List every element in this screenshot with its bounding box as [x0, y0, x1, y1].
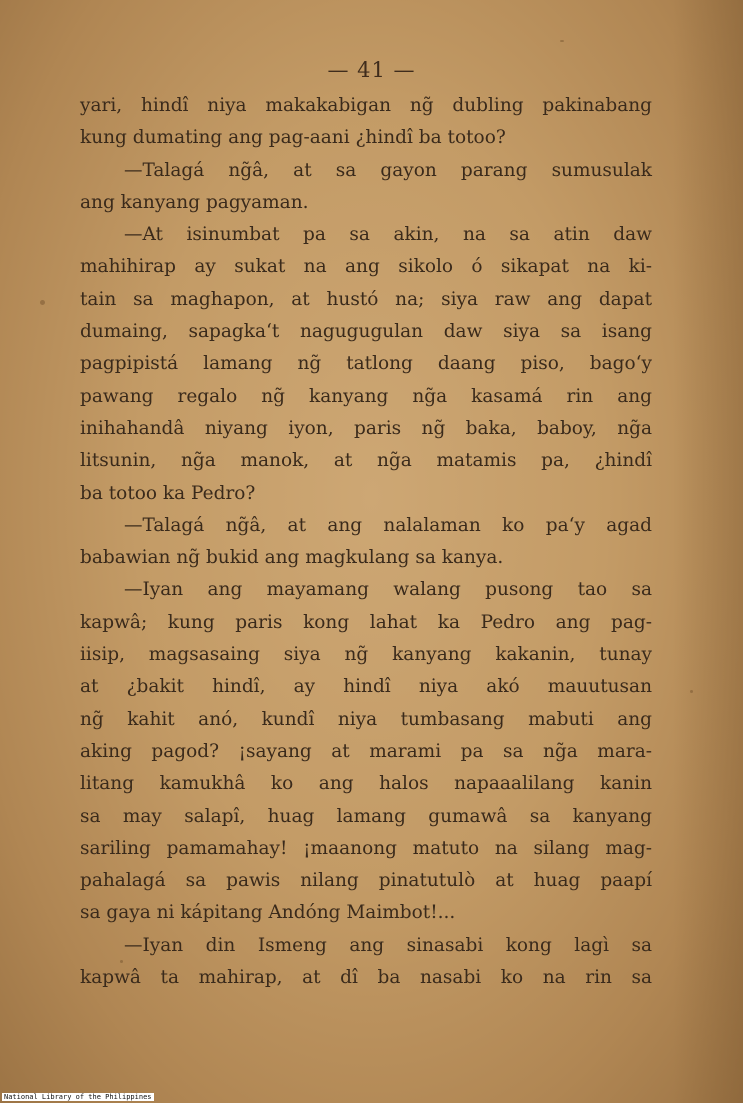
page-number: — 41 —: [327, 58, 416, 82]
text-line: kung dumating ang pag-aani ¿hindî ba totoo?: [80, 127, 506, 149]
text-line: ng̃ kahit anó, kundî niya tumbasang mabuti ang: [80, 708, 652, 730]
text-line: dumaing, sapagka‘t nagugugulan daw siya sa isang: [80, 321, 652, 343]
text-line: sariling pamamahay! ¡maanong matuto na silang mag-: [80, 837, 652, 859]
text-line: —Talagá ng̃â, at ang nalalaman ko pa‘y agad: [124, 514, 652, 536]
text-line: —At isinumbat pa sa akin, na sa atin daw: [124, 224, 652, 246]
text-line: —Iyan ang mayamang walang pusong tao sa: [124, 579, 652, 601]
text-line: —Talagá ng̃â, at sa gayon parang sumusulak: [124, 159, 652, 181]
text-line: litsunin, ng̃a manok, at ng̃a matamis pa, ¿hindî: [80, 450, 652, 472]
text-line: —Iyan din Ismeng ang sinasabi kong lagì sa: [124, 934, 652, 956]
body-text: [80, 90, 652, 994]
text-line: kapwâ ta mahirap, at dî ba nasabi ko na rin sa: [80, 967, 652, 989]
paper-speck: [40, 300, 45, 305]
text-line: babawian ng̃ bukid ang magkulang sa kanya.: [80, 547, 504, 569]
text-line: litang kamukhâ ko ang halos napaaalilang kanin: [80, 773, 652, 795]
text-line: pahalagá sa pawis nilang pinatutulò at huag paapí: [80, 870, 652, 892]
text-line: pawang regalo ng̃ kanyang ng̃a kasamá rin ang: [80, 385, 652, 407]
text-line: iisip, magsasaing siya ng̃ kanyang kakanin, tunay: [80, 644, 652, 666]
text-line: sa may salapî, huag lamang gumawâ sa kanyang: [80, 805, 652, 827]
text-line: at ¿bakit hindî, ay hindî niya akó mauutusan: [80, 676, 652, 698]
text-line: yari, hindî niya makakabigan ng̃ dubling pakinabang: [80, 95, 652, 116]
text-line: inihahandâ niyang iyon, paris ng̃ baka, baboy, ng̃a: [80, 417, 652, 439]
page-edge-shadow: [673, 0, 743, 1103]
paper-speck: [560, 40, 564, 42]
text-line: aking pagod? ¡sayang at marami pa sa ng̃a mara-: [80, 740, 652, 762]
text-line: sa gaya ni kápitang Andóng Maimbot!...: [80, 902, 456, 924]
text-line: kapwâ; kung paris kong lahat ka Pedro ang pag-: [80, 611, 652, 633]
library-credit: National Library of the Philippines: [4, 1093, 152, 1101]
text-line: ba totoo ka Pedro?: [80, 482, 256, 504]
text-line: mahihirap ay sukat na ang sikolo ó sikapat na ki-: [80, 256, 652, 278]
text-line: tain sa maghapon, at hustó na; siya raw ang dapat: [80, 288, 652, 310]
text-line: pagpipistá lamang ng̃ tatlong daang piso, bago‘y: [80, 353, 652, 375]
text-line: ang kanyang pagyaman.: [80, 191, 309, 213]
